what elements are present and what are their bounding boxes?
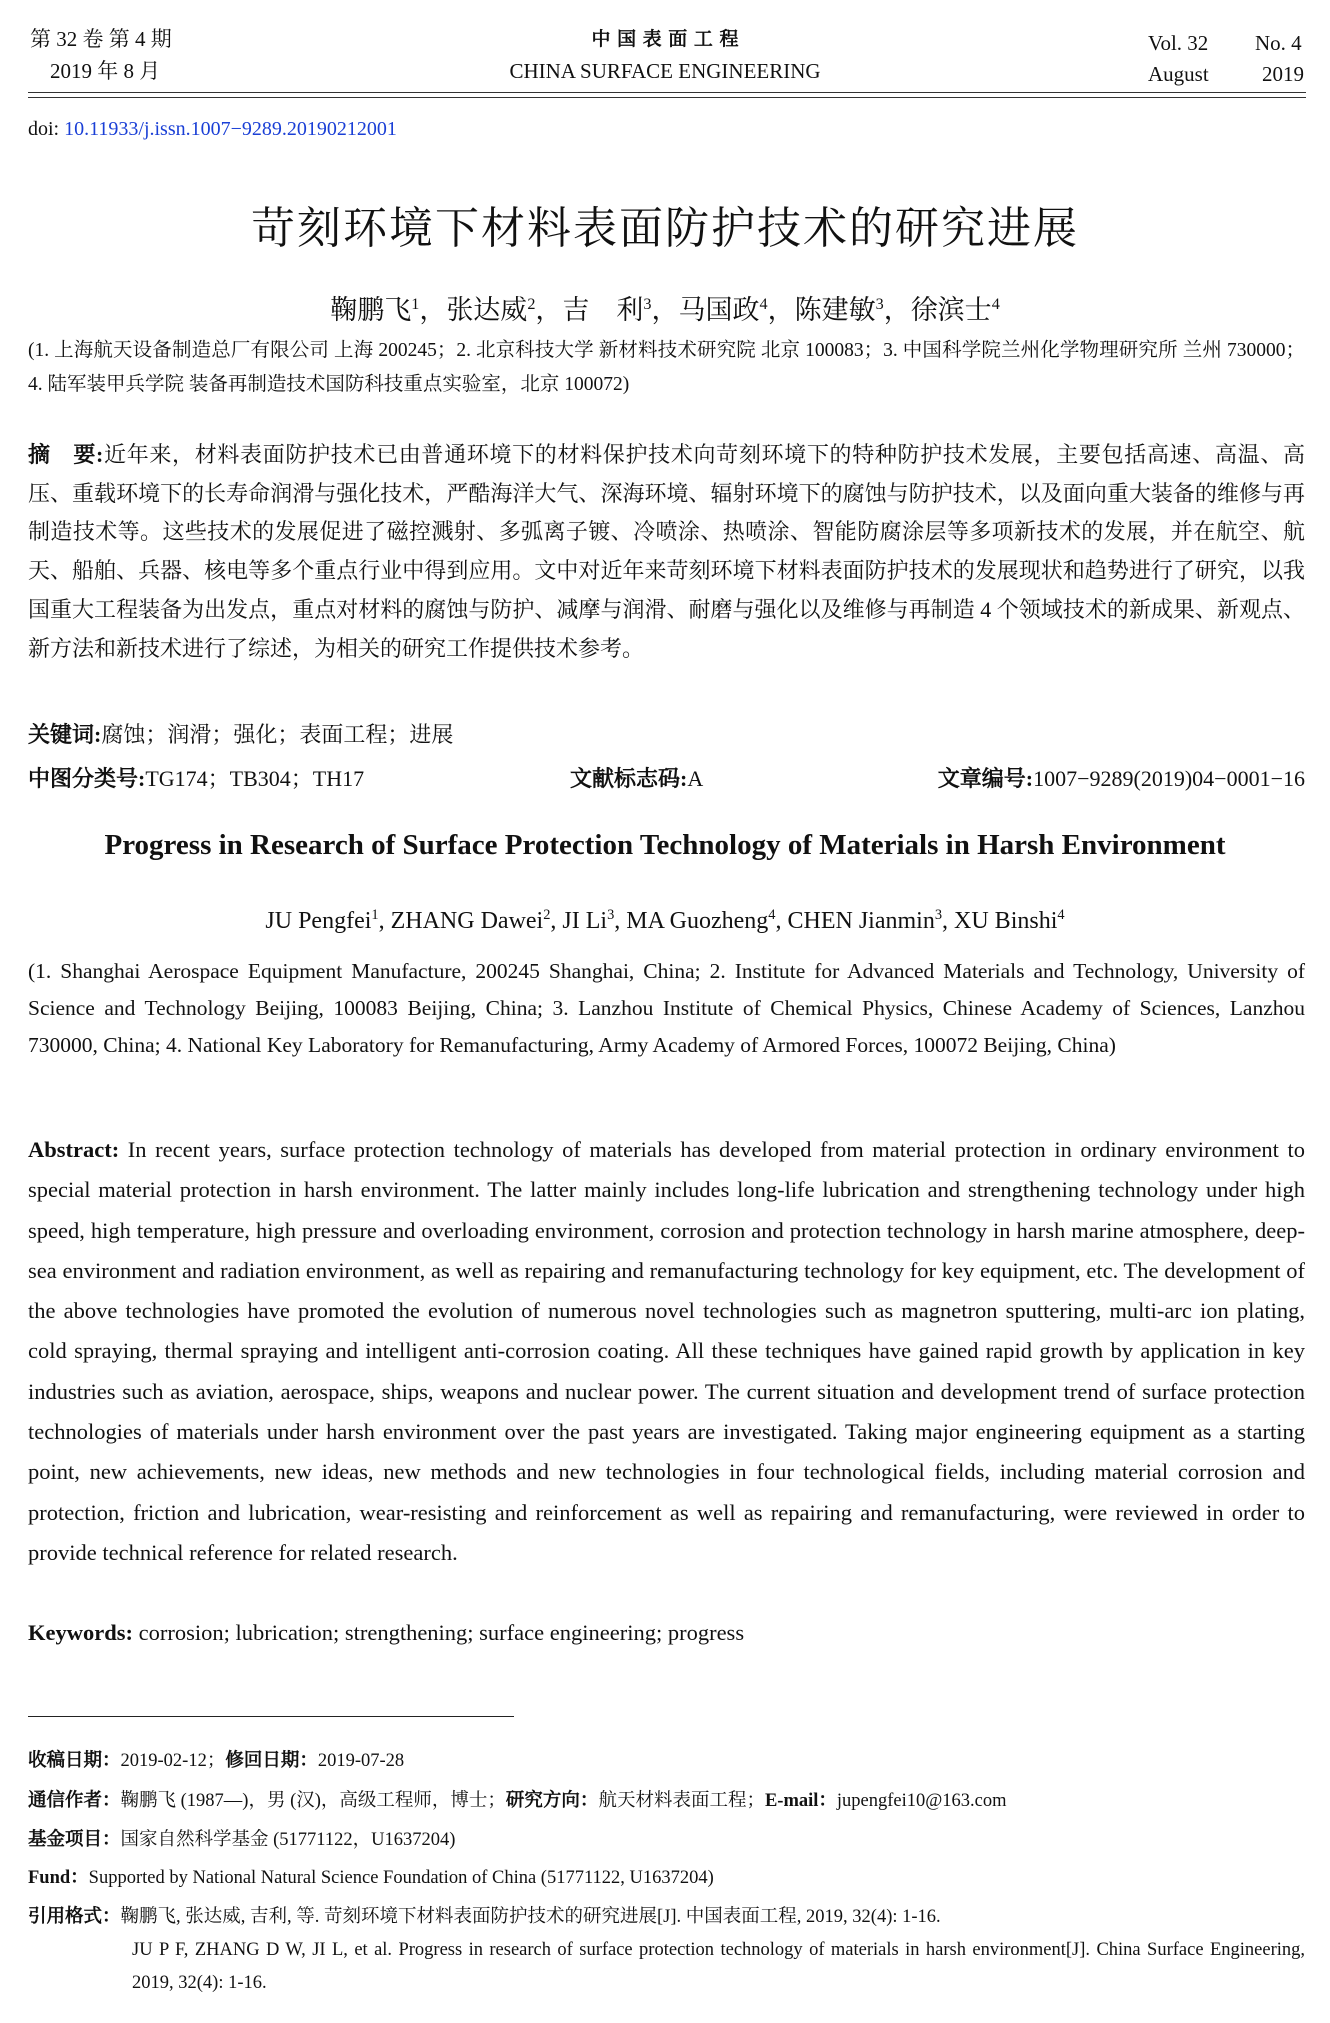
- author: CHEN Jianmin$^3$,: [787, 907, 955, 934]
- fund-zh-text: 国家自然科学基金 (51771122，U1637204): [120, 1830, 456, 1850]
- affiliations-zh: (1. 上海航天设备制造总厂有限公司 上海 200245；2. 北京科技大学 新材料技术研究院 北京 100083；3. 中国科学院兰州化学物理研究所 兰州 730000；4. 陆军装甲兵学院 装备再制造技术国防科技重点实验室，北京 100072): [28, 340, 1305, 395]
- author: 马国政$^4$，: [678, 295, 795, 325]
- revised-label: 修回日期：: [225, 1751, 318, 1771]
- author: JI Li$^3$,: [562, 907, 627, 934]
- author-affiliation-index: 3: [643, 295, 652, 313]
- article-number-label: 文章编号:: [937, 766, 1034, 791]
- author-name: 鞠鹏飞: [330, 295, 412, 325]
- abstract-label-zh: 摘 要:: [28, 442, 104, 467]
- title-en: Progress in Research of Surface Protection Technology of Materials in Harsh Environment: [104, 829, 1226, 861]
- document-code: [570, 760, 703, 799]
- keywords-en: [28, 1613, 1305, 1653]
- article-number-value: 1007−9289(2019)04−0001−16: [1033, 766, 1305, 791]
- abstract-text-zh: 近年来，材料表面防护技术已由普通环境下的材料保护技术向苛刻环境下的特种防护技术发展，主要包括高速、高温、高压、重载环境下的长寿命润滑与强化技术，严酷海洋大气、深海环境、辐射环境下的腐蚀与防护技术，以及面向重大装备的维修与再制造技术等。这些技术的发展促进了磁控溅射、多弧离子镀、冷喷涂、热喷涂、智能防腐涂层等多项新技术的发展，并在航空、航天、船舶、兵器、核电等多个重点行业中得到应用。文中对近年来苛刻环境下材料表面防护技术的发展现状和趋势进行了研究，以我国重大工程装备为出发点，重点对材料的腐蚀与防护、减摩与润滑、耐磨与强化以及维修与再制造 4 个领域技术的新成果、新观点、新方法和新技术进行了综述，为相关的研究工作提供技术参考。: [28, 442, 1305, 661]
- author: 陈建敏$^3$，: [794, 295, 911, 325]
- author-name: JU Pengfei: [265, 908, 372, 934]
- received-label: 收稿日期：: [28, 1751, 121, 1771]
- journal-name-zh: 中 国 表 面 工 程: [591, 28, 739, 50]
- authors-en: [0, 907, 1330, 935]
- fund-en-text: Supported by National Natural Science Foundation of China (51771122, U1637204): [88, 1868, 714, 1888]
- email-label: E-mail：: [764, 1791, 837, 1811]
- citation-label: 引用格式：: [28, 1907, 121, 1927]
- author: JU Pengfei$^1$,: [265, 907, 391, 934]
- author-name: 吉 利: [562, 295, 644, 325]
- author-name: 徐滨士: [910, 295, 992, 325]
- field-label: 研究方向：: [505, 1791, 599, 1811]
- author-affiliation-index: 3: [875, 295, 884, 313]
- doi-label: doi:: [28, 118, 65, 140]
- issue-number: No. 4: [1255, 31, 1302, 55]
- fund-zh: [28, 1828, 455, 1852]
- keywords-label-en: Keywords:: [28, 1620, 133, 1645]
- author: 吉 利$^3$，: [562, 295, 679, 325]
- author: [911, 295, 1000, 325]
- author-affiliation-index: 2: [527, 295, 536, 313]
- affiliations-en: (1. Shanghai Aerospace Equipment Manufacture, 200245 Shanghai, China; 2. Institute for Advanced Materials and Technology, University of Science and Technology Beijing, 100083 Beijing, China; 3. Lanzhou Institute of Chemical Physics, Chinese Academy of Sciences, Lanzhou 730000, China; 4. National Key Laboratory for Remanufacturing, Army Academy of Armored Forces, 100072 Beijing, China): [28, 959, 1305, 1057]
- doi: [28, 118, 397, 141]
- keywords-text-en: corrosion; lubrication; strengthening; surface engineering; progress: [138, 1620, 745, 1645]
- corr-text: 鞠鹏飞 (1987—)，男 (汉)，高级工程师，博士；: [120, 1791, 506, 1811]
- author-affiliation-index: 2: [543, 907, 551, 923]
- author-name: XU Binshi: [954, 908, 1058, 934]
- author-name: CHEN Jianmin: [787, 908, 935, 934]
- fund-en-label: Fund：: [28, 1868, 89, 1888]
- author: ZHANG Dawei$^2$,: [390, 907, 563, 934]
- author: 鞠鹏飞$^1$，: [330, 295, 447, 325]
- year: 2019: [1262, 62, 1304, 86]
- author-affiliation-index: 3: [934, 907, 943, 923]
- author-name: 陈建敏: [794, 295, 876, 325]
- document-code-value: A: [687, 766, 704, 791]
- keywords-zh: [28, 716, 1305, 755]
- clc-value: TG174；TB304；TH17: [145, 766, 365, 791]
- corr-label: 通信作者：: [28, 1791, 121, 1811]
- author: MA Guozheng$^4$,: [626, 907, 788, 934]
- doi-link[interactable]: 10.11933/j.issn.1007−9289.20190212001: [64, 118, 397, 140]
- title-zh: 苛刻环境下材料表面防护技术的研究进展: [251, 203, 1079, 254]
- abstract-en: [28, 1130, 1305, 1573]
- abstract-zh: [28, 436, 1305, 668]
- email-link[interactable]: jupengfei10@163.com: [836, 1791, 1007, 1811]
- author-affiliation-index: 3: [607, 907, 615, 923]
- author-name: 马国政: [678, 295, 760, 325]
- author-name: 张达威: [446, 295, 528, 325]
- keywords-text-zh: 腐蚀；润滑；强化；表面工程；进展: [101, 722, 454, 747]
- citation-en: JU P F, ZHANG D W, JI L, et al. Progress in research of surface protection technology of materials in harsh environment[J]. China Surface Engineering, 2019, 32(4): 1-16.: [132, 1940, 1305, 1993]
- header-rule: [28, 92, 1306, 93]
- header-rule-thin: [28, 97, 1306, 98]
- author-name: JI Li: [562, 908, 608, 934]
- footnote-rule: [28, 1716, 514, 1717]
- clc: [28, 760, 364, 799]
- author-affiliation-index: 1: [371, 907, 379, 923]
- received-dates: [28, 1749, 404, 1773]
- volume-issue-zh: 第 32 卷 第 4 期: [30, 27, 172, 51]
- volume: Vol. 32: [1148, 31, 1209, 55]
- field-text: 航天材料表面工程；: [598, 1791, 765, 1811]
- date-zh: 2019 年 8 月: [50, 59, 161, 83]
- received-date: 2019-02-12；: [120, 1751, 226, 1771]
- author-name: ZHANG Dawei: [390, 908, 544, 934]
- authors-zh: [0, 288, 1330, 327]
- citation-zh-text: 鞠鹏飞, 张达威, 吉利, 等. 苛刻环境下材料表面防护技术的研究进展[J]. 中国表面工程, 2019, 32(4): 1-16.: [120, 1907, 941, 1927]
- clc-label: 中图分类号:: [28, 766, 146, 791]
- author: 张达威$^2$，: [446, 295, 563, 325]
- article-number: [938, 760, 1305, 799]
- author-name: MA Guozheng: [626, 908, 769, 934]
- author-affiliation-index: 4: [759, 295, 768, 313]
- author-affiliation-index: 4: [768, 907, 776, 923]
- fund-zh-label: 基金项目：: [28, 1830, 121, 1850]
- author-affiliation-index: 4: [991, 295, 1000, 313]
- citation-zh: [28, 1905, 941, 1929]
- abstract-text-en: In recent years, surface protection technology of materials has developed from material protection in ordinary environment to special material protection in harsh environment. The latter mainly includes long-life lubrication and strengthening technology under high speed, high temperature, high pressure and overloading environment, corrosion and protection technology in harsh marine atmosphere, deep-sea environment and radiation environment, as well as repairing and remanufacturing technology for key equipment, etc. The development of the above technologies have promoted the evolution of numerous novel technologies such as magnetron sputtering, multi-arc ion plating, cold spraying, thermal spraying and intelligent anti-corrosion coating. All these techniques have gained rapid growth by application in key industries such as aviation, aerospace, ships, weapons and nuclear power. The current situation and development trend of surface protection technologies of materials under harsh environment over the past years are investigated. Taking major engineering equipment as a starting point, new achievements, new ideas, new methods and new technologies in four technological fields, including material corrosion and protection, friction and lubrication, wear-resisting and reinforcement as well as repairing and remanufacturing, were reviewed in order to provide technical reference for related research.: [28, 1137, 1305, 1565]
- fund-en: [28, 1866, 714, 1890]
- journal-name-en: CHINA SURFACE ENGINEERING: [509, 59, 821, 83]
- author: [954, 908, 1065, 934]
- document-code-label: 文献标志码:: [570, 766, 688, 791]
- abstract-label-en: Abstract:: [28, 1137, 120, 1162]
- author-affiliation-index: 1: [411, 295, 420, 313]
- revised-date: 2019-07-28: [317, 1751, 405, 1771]
- author-affiliation-index: 4: [1057, 907, 1065, 923]
- corresponding-author: [28, 1789, 1007, 1813]
- month: August: [1148, 62, 1209, 86]
- keywords-label-zh: 关键词:: [28, 722, 102, 747]
